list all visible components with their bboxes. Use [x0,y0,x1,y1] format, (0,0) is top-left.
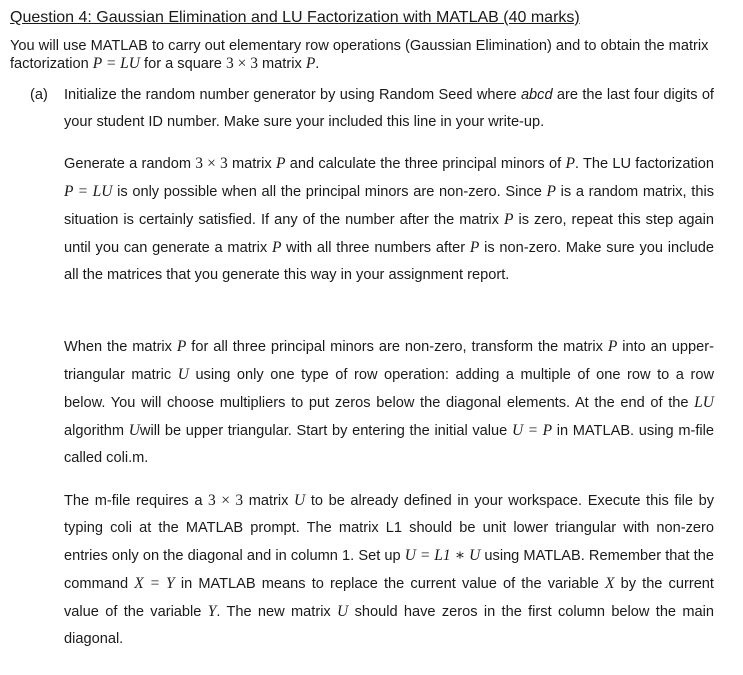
para-text: is only possible when all the principal minors are non-zero. Since [112,184,547,200]
math-var: P [607,338,618,355]
math-var: P [271,239,282,256]
para-text: should have zeros in the first column below the main diagonal. [64,604,714,647]
intro-text: matrix [257,56,306,72]
paragraph-seed [64,82,714,136]
para-text: Initialize the random number generator by using Random Seed where [64,87,521,103]
math-var: U [177,366,189,383]
para-text: to be already defined in your workspace. Execute this file by typing coli at the MATLAB prompt. The matrix L1 should be unit lower triangular with non-zero entries only on the diagonal and in column 1. Set up [64,493,714,564]
math-eq: P = LU [64,183,113,200]
para-text: is a random matrix, this situation is certainly satisfied. If any of the number after the matrix [64,184,714,228]
math-var: P [565,155,575,172]
para-text: algorithm [64,423,129,439]
paragraph-mfile [64,487,714,653]
question-title: Question 4: Gaussian Elimination and LU Factorization with MATLAB (40 marks) [10,9,580,26]
math-var: Y [207,603,217,620]
math-var: P [176,338,187,355]
paragraph-transform [64,333,714,472]
intro-text: for a square [139,56,226,72]
para-text: . The new matrix [216,604,338,620]
math-dim: 3 × 3 [195,155,228,172]
math-var: U [294,492,306,509]
math-var: P [305,55,316,72]
para-text: are the last four digits of your student ID number. Make sure your included this line in your write-up. [64,87,714,130]
math-var: P [469,239,480,256]
intro-text: You will use MATLAB to carry out elementary row operations (Gaussian Elimination) and to obtain the matrix factorization [10,38,709,72]
para-text: The m-file requires a [64,493,209,509]
para-text: . The LU factorization [574,156,714,172]
para-text: using MATLAB. Remember that the command [64,548,714,592]
para-text: for all three principal minors are non-zero, transform the matrix [186,339,608,355]
math-eq: U = L1 ∗ U [404,547,481,564]
math-var: U [128,422,140,439]
math-eq: P = LU [92,55,140,72]
math-var: U [337,603,349,620]
para-text: When the matrix [64,339,177,355]
para-text: using only one type of row operation: adding a multiple of one row to a row below. You will choose multipliers to put zeros below the diagonal elements. At the end of the [64,367,714,411]
para-text: matrix [243,493,295,509]
math-var: P [546,183,556,200]
para-text: with all three numbers after [281,240,470,256]
para-text: into an upper-triangular matric [64,339,714,383]
para-text: and calculate the three principal minors of [285,156,566,172]
math-var: P [275,155,286,172]
para-text: will be upper triangular. Start by entering the initial value [139,423,512,439]
math-var: P [503,211,514,228]
math-dim: 3 × 3 [225,55,258,72]
para-text: matrix [227,156,276,172]
math-var: X [604,575,615,592]
abcd-text: abcd [520,87,553,103]
para-text: is zero, repeat this step again until you can generate a matrix [64,212,714,256]
intro-paragraph [10,37,722,73]
math-dim: 3 × 3 [208,492,244,509]
math-var: LU [694,394,714,411]
math-eq: U = P [511,422,553,439]
para-text: Generate a random [64,156,196,172]
math-eq: X = Y [134,575,175,592]
para-text: in MATLAB. using m-file called coli.m. [64,423,715,466]
para-text: by the current value of the variable [64,576,714,620]
paragraph-generate [64,150,714,289]
para-text: in MATLAB means to replace the current value of the variable [174,576,605,592]
part-a-label: (a) [30,87,48,103]
para-text: is non-zero. Make sure you include all the matrices that you generate this way in your assignment report. [64,240,714,283]
intro-text: . [315,56,320,72]
